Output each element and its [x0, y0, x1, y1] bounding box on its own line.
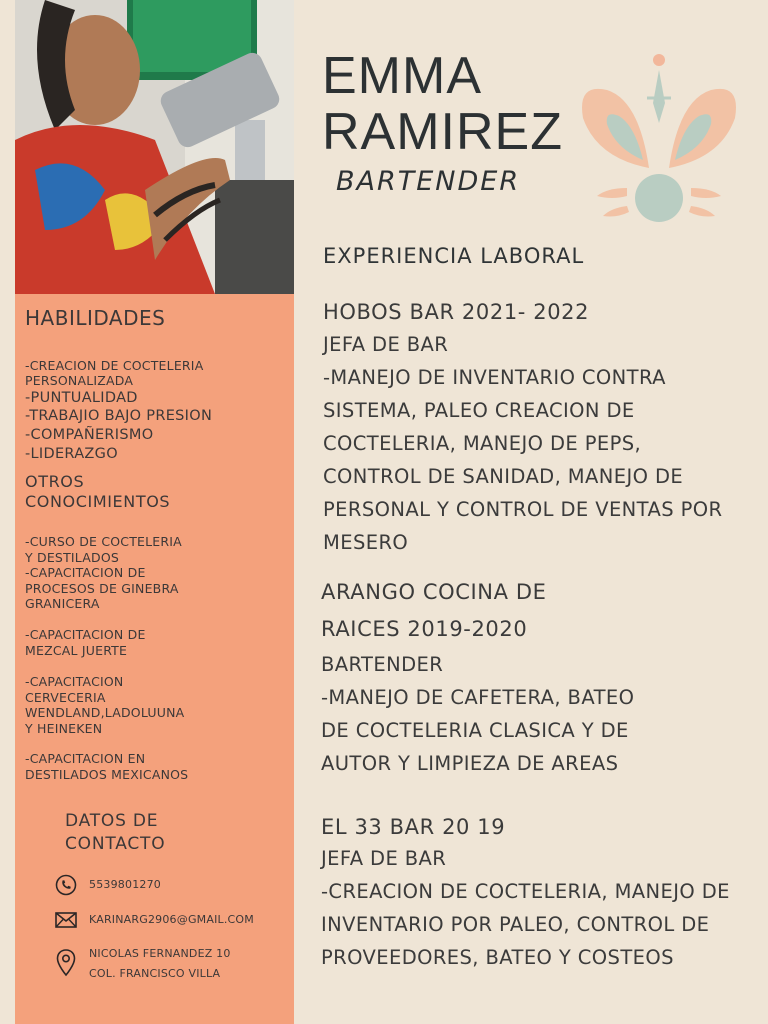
email-address[interactable]: KARINARG2906@GMAIL.COM — [89, 913, 254, 926]
job-entry-line: PROVEEDORES, BATEO Y COSTEOS — [321, 946, 674, 969]
job-entry-title: EL 33 BAR 20 19 — [321, 815, 506, 839]
decorative-ornament — [577, 48, 747, 228]
knowledge-block-4: -CAPACITACION EN DESTILADOS MEXICANOS — [25, 751, 189, 782]
address: NICOLAS FERNANDEZ 10 COL. FRANCISCO VILLA — [89, 947, 231, 980]
knowledge-block-1: -CURSO DE COCTELERIA Y DESTILADOS -CAPACITACION DE PROCESOS DE GINEBRA GRANICERA — [25, 534, 182, 611]
job-entry-line: SISTEMA, PALEO CREACION DE — [323, 399, 635, 422]
knowledge-block-3: -CAPACITACION CERVECERIA WENDLAND,LADOLUUNA Y HEINEKEN — [25, 674, 185, 736]
job-entry-line: BARTENDER — [321, 653, 444, 676]
job-entry-3 — [321, 815, 761, 974]
list-item: -TRABAJIO BAJO PRESION — [25, 408, 213, 424]
job-entry-line: COCTELERIA, MANEJO DE PEPS, — [323, 432, 642, 455]
list-item: -CREACION DE COCTELERIA — [25, 358, 204, 373]
job-entry-1 — [323, 300, 763, 559]
job-entry-line: CONTROL DE SANIDAD, MANEJO DE — [323, 465, 684, 488]
sidebar — [15, 294, 294, 1024]
job-entry-line: AUTOR Y LIMPIEZA DE AREAS — [321, 752, 619, 775]
job-entry-title: HOBOS BAR 2021- 2022 — [323, 300, 590, 324]
contact-heading: DATOS DE CONTACTO — [65, 811, 166, 854]
job-entry-line: -MANEJO DE CAFETERA, BATEO — [321, 686, 635, 709]
job-entry-line: -MANEJO DE INVENTARIO CONTRA — [323, 366, 666, 389]
job-entry-line: JEFA DE BAR — [321, 847, 447, 870]
location-pin-icon — [55, 948, 77, 978]
job-entry-line: JEFA DE BAR — [323, 333, 449, 356]
skills-list — [25, 358, 287, 464]
list-item: -LIDERAZGO — [25, 446, 118, 462]
list-item: PERSONALIZADA — [25, 373, 134, 388]
job-entry-title: ARANGO COCINA DE — [321, 580, 547, 604]
other-knowledge-heading: OTROS CONOCIMIENTOS — [25, 472, 171, 511]
job-entry-line: DE COCTELERIA CLASICA Y DE — [321, 719, 629, 742]
job-entry-line: INVENTARIO POR PALEO, CONTROL DE — [321, 913, 710, 936]
skills-heading: HABILIDADES — [25, 306, 166, 330]
list-item: -PUNTUALIDAD — [25, 390, 138, 406]
job-entry-line: MESERO — [323, 531, 409, 554]
job-entry-line: PERSONAL Y CONTROL DE VENTAS POR — [323, 498, 723, 521]
phone-icon — [55, 874, 77, 896]
knowledge-block-2: -CAPACITACION DE MEZCAL JUERTE — [25, 627, 146, 658]
job-entry-title: RAICES 2019-2020 — [321, 617, 528, 641]
job-entry-line: -CREACION DE COCTELERIA, MANEJO DE — [321, 880, 730, 903]
person-name: EMMA RAMIREZ — [322, 47, 563, 161]
main-content — [294, 0, 768, 1024]
profile-photo — [15, 0, 294, 294]
mail-icon — [55, 912, 77, 928]
job-title: BARTENDER — [336, 166, 521, 197]
contact-phone — [55, 874, 161, 896]
job-entry-2 — [321, 574, 761, 780]
experience-heading: EXPERIENCIA LABORAL — [323, 244, 585, 268]
contact-address — [55, 944, 231, 984]
contact-email — [55, 910, 254, 930]
list-item: -COMPAÑERISMO — [25, 427, 154, 443]
left-margin — [0, 0, 15, 1024]
phone-number[interactable]: 5539801270 — [89, 878, 161, 891]
